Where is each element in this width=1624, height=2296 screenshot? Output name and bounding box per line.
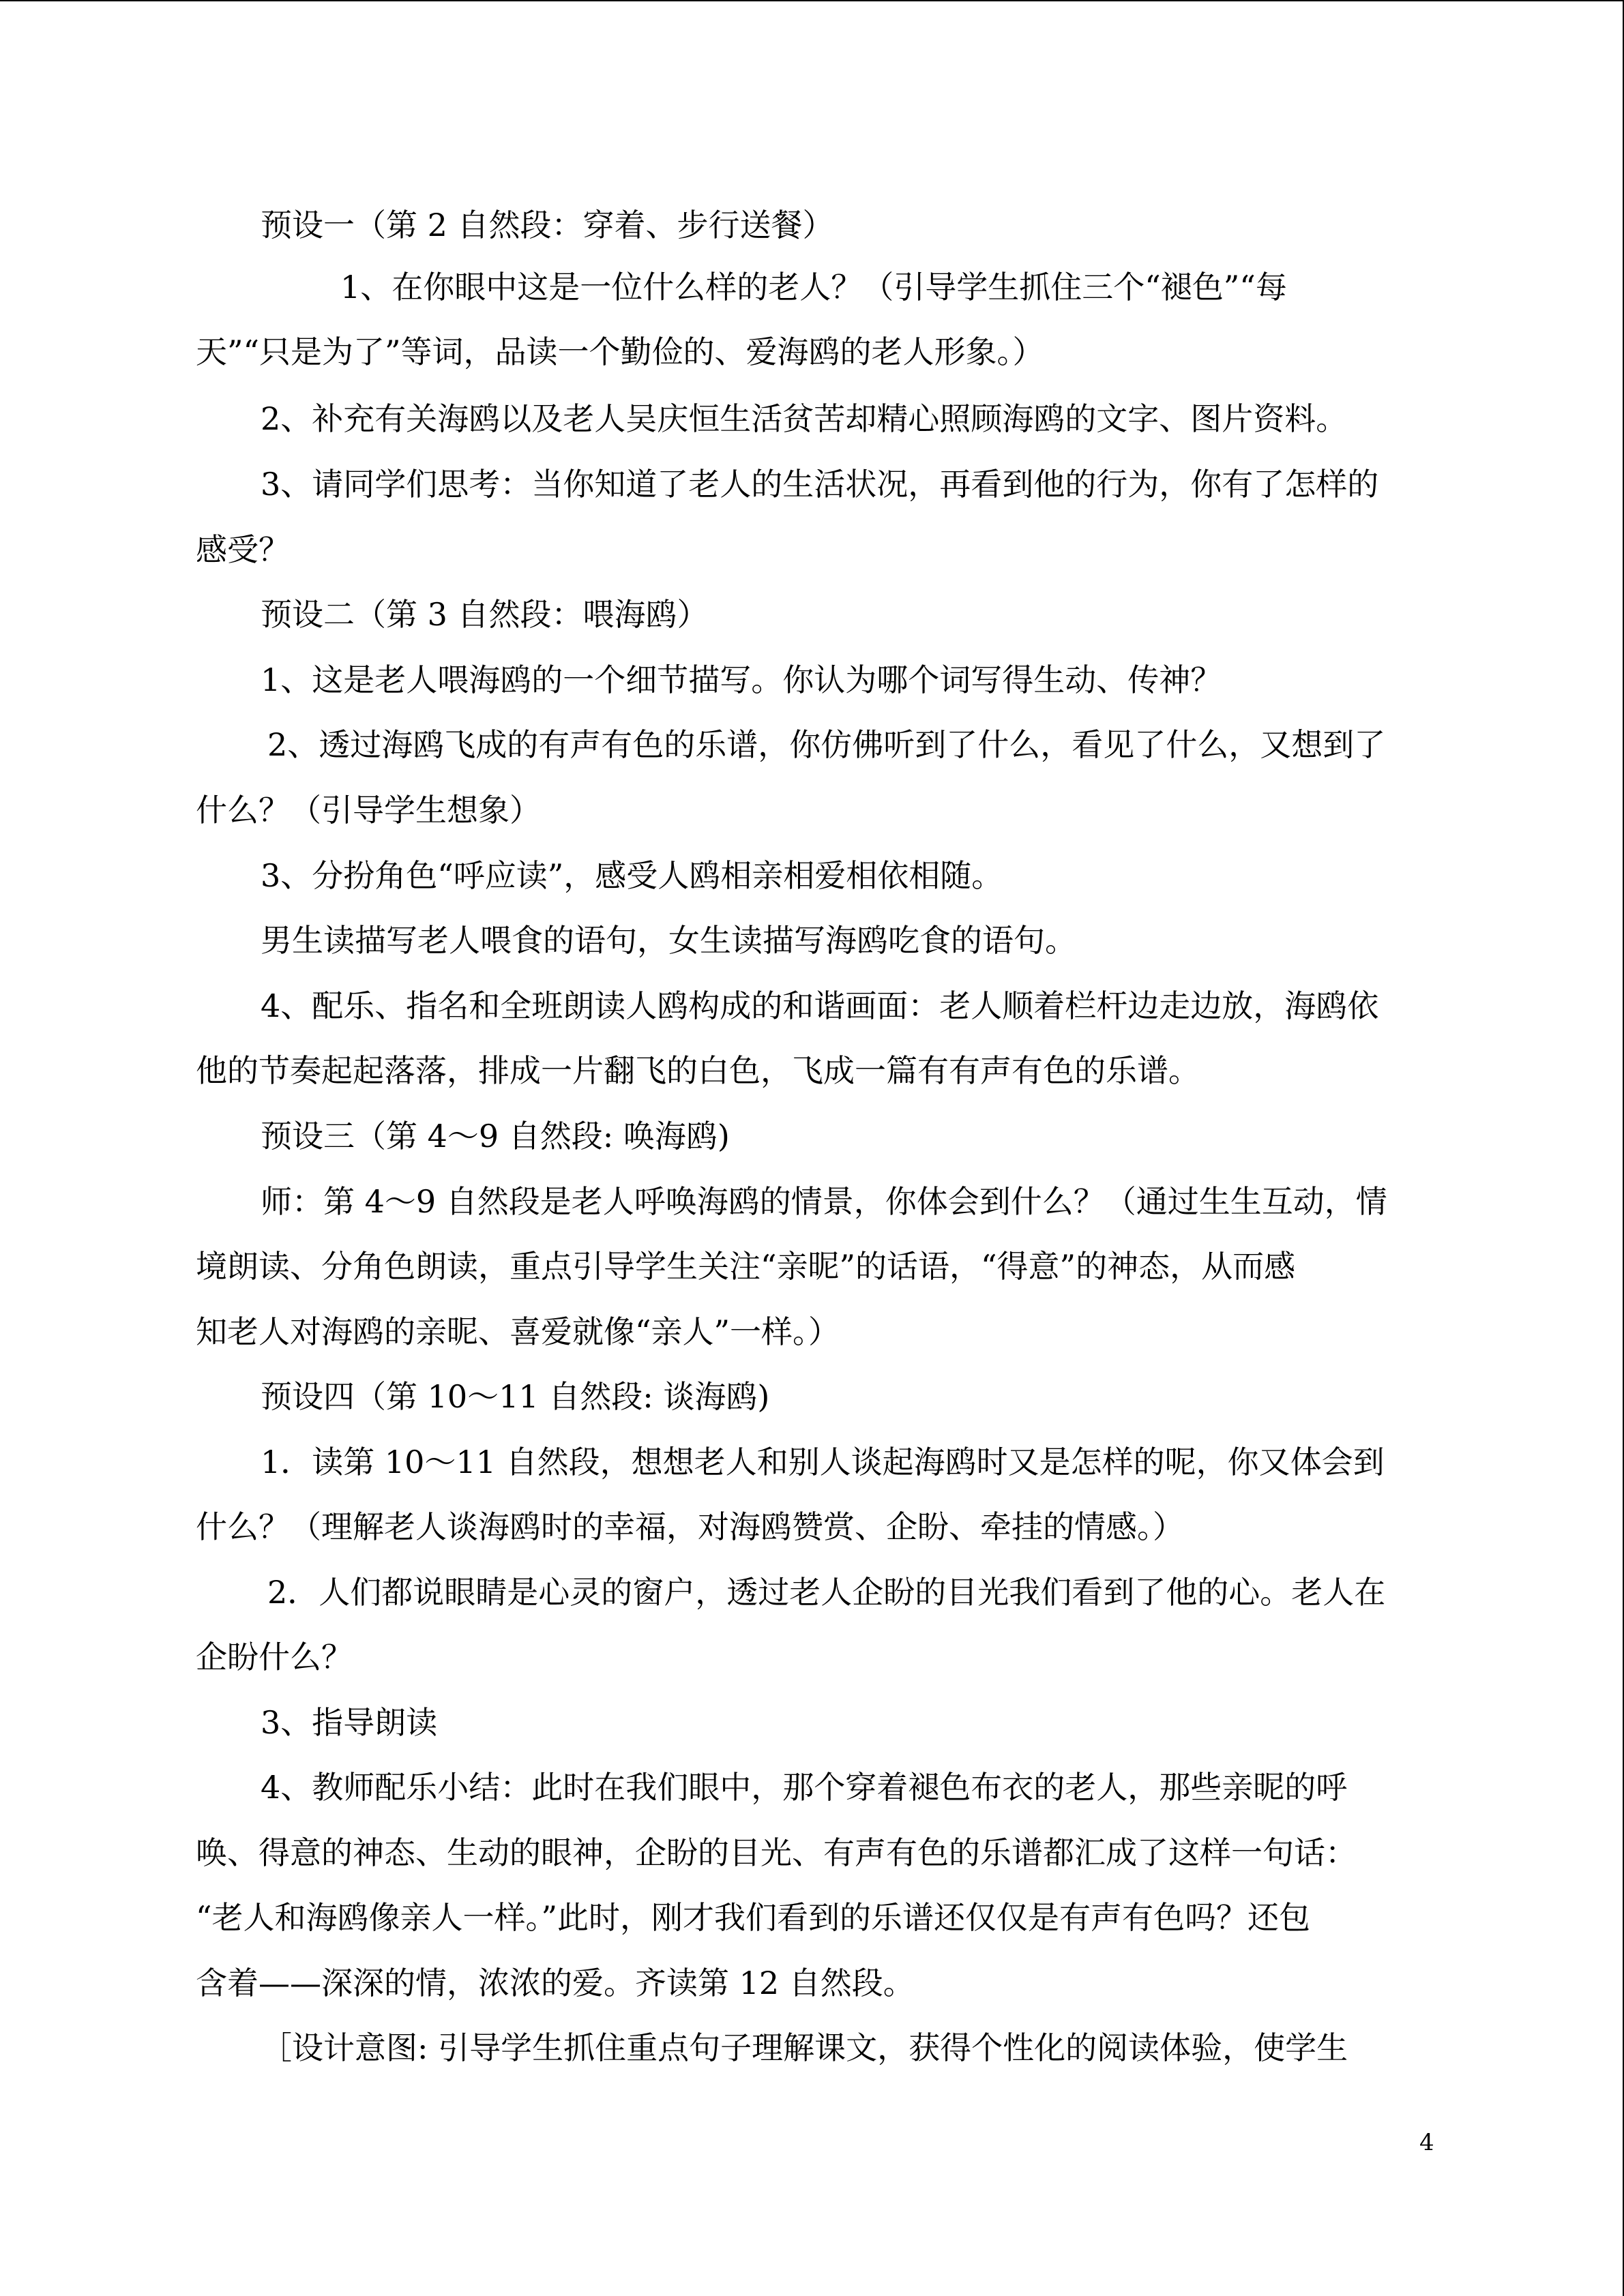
paragraph-line: 天”“只是为了”等词，品读一个勤俭的、爱海鸥的老人形象。）: [196, 333, 1044, 370]
paragraph-line: 什么？（引导学生想象）: [196, 792, 541, 829]
paragraph-line: 感受？: [196, 531, 290, 568]
paragraph-line: “老人和海鸥像亲人一样。”此时，刚才我们看到的乐谱还仅仅是有声有色吗？还包: [196, 1899, 1311, 1936]
paragraph-line: 3、请同学们思考：当你知道了老人的生活状况，再看到他的行为，你有了怎样的: [261, 466, 1379, 503]
paragraph-line: 3、指导朗读: [261, 1704, 438, 1741]
page-number: 4: [1419, 2129, 1434, 2156]
paragraph-line: 唤、得意的神态、生动的眼神，企盼的目光、有声有色的乐谱都汇成了这样一句话：: [196, 1834, 1357, 1871]
design-intent-line: ［设计意图: 引导学生抓住重点句子理解课文，获得个性化的阅读体验，使学生: [261, 2029, 1348, 2066]
paragraph-line: 境朗读、分角色朗读，重点引导学生关注“亲昵”的话语，“得意”的神态，从而感: [196, 1248, 1296, 1285]
paragraph-line: 4、教师配乐小结：此时在我们眼中，那个穿着褪色布衣的老人，那些亲昵的呼: [261, 1769, 1348, 1806]
paragraph-line: 他的节奏起起落落，排成一片翻飞的白色，飞成一篇有有声有色的乐谱。: [196, 1052, 1200, 1089]
paragraph-line: 含着——深深的情，浓浓的爱。齐读第 12 自然段。: [196, 1965, 915, 2001]
heading-preset-four: 预设四（第 10～11 自然段: 谈海鸥): [261, 1378, 770, 1415]
heading-preset-three: 预设三（第 4～9 自然段: 唤海鸥): [261, 1118, 730, 1154]
paragraph-line: 4、配乐、指名和全班朗读人鸥构成的和谐画面：老人顺着栏杆边走边放，海鸥依: [261, 987, 1379, 1024]
paragraph-line: 2．人们都说眼睛是心灵的窗户，透过老人企盼的目光我们看到了他的心。老人在: [267, 1574, 1386, 1611]
paragraph-line: 什么？（理解老人谈海鸥时的幸福，对海鸥赞赏、企盼、牵挂的情感。）: [196, 1508, 1184, 1545]
paragraph-line: 2、透过海鸥飞成的有声有色的乐谱，你仿佛听到了什么，看见了什么，又想到了: [267, 726, 1386, 763]
paragraph-line: 1、这是老人喂海鸥的一个细节描写。你认为哪个词写得生动、传神？: [261, 661, 1222, 698]
paragraph-line: 知老人对海鸥的亲昵、喜爱就像“亲人”一样。）: [196, 1313, 840, 1350]
paragraph-line: 2、补充有关海鸥以及老人吴庆恒生活贫苦却精心照顾海鸥的文字、图片资料。: [261, 400, 1348, 437]
paragraph-line: 师：第 4～9 自然段是老人呼唤海鸥的情景，你体会到什么？（通过生生互动，情: [261, 1183, 1387, 1220]
paragraph-line: 1、在你眼中这是一位什么样的老人？（引导学生抓住三个“褪色”“每: [340, 269, 1287, 305]
heading-preset-one: 预设一（第 2 自然段：穿着、步行送餐）: [261, 207, 834, 243]
heading-preset-two: 预设二（第 3 自然段：喂海鸥）: [261, 596, 709, 633]
paragraph-line: 1．读第 10～11 自然段，想想老人和别人谈起海鸥时又是怎样的呢，你又体会到: [261, 1444, 1385, 1480]
top-border-line: [0, 0, 1624, 1]
paragraph-line: 企盼什么？: [196, 1639, 353, 1675]
paragraph-line: 男生读描写老人喂食的语句，女生读描写海鸥吃食的语句。: [261, 922, 1076, 959]
paragraph-line: 3、分扮角色“呼应读”，感受人鸥相亲相爱相依相随。: [261, 857, 1003, 894]
